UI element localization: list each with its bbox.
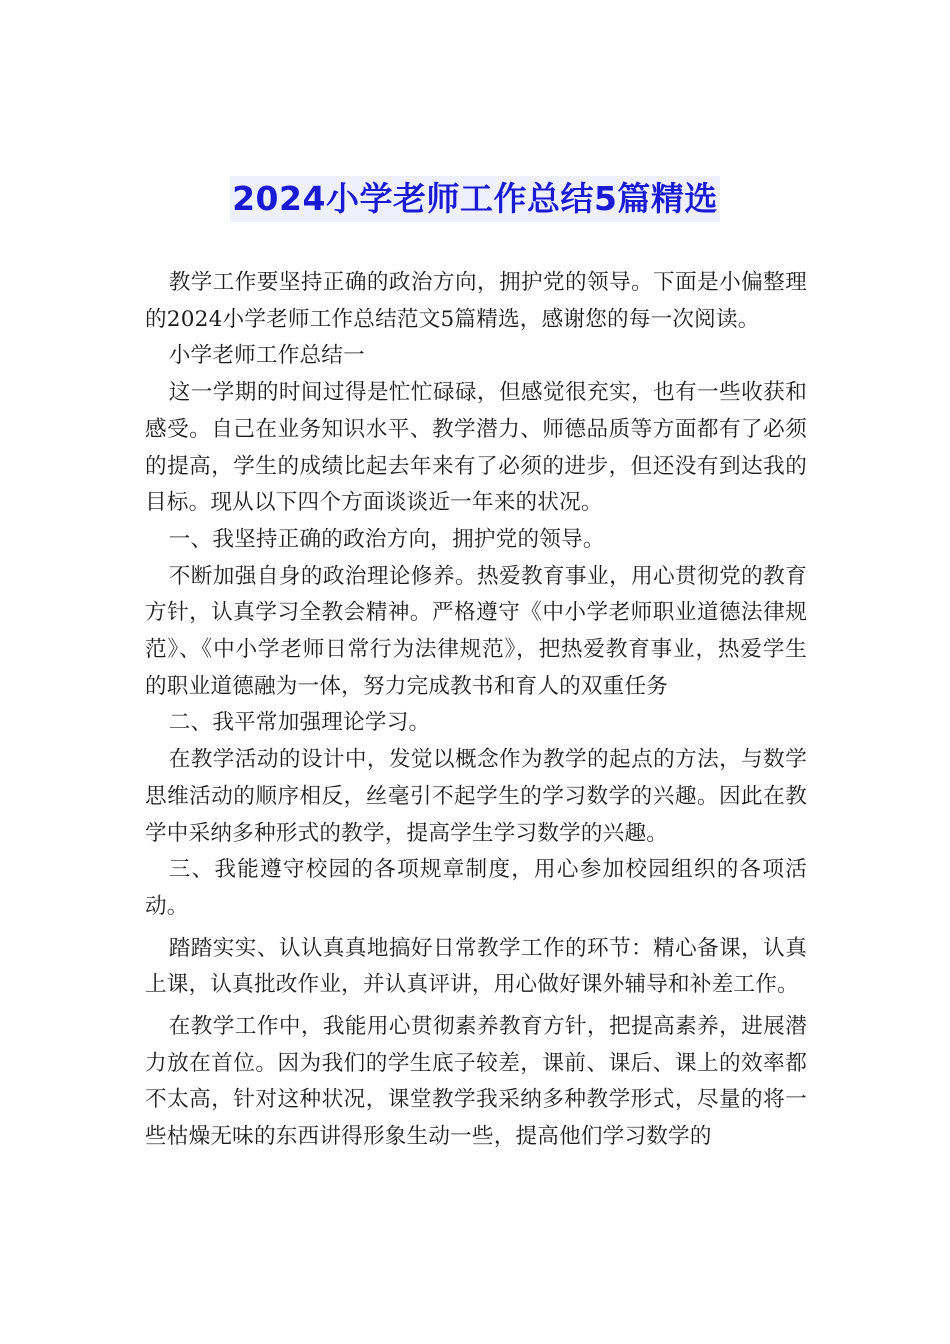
body-paragraph: 这一学期的时间过得是忙忙碌碌，但感觉很充实，也有一些收获和感受。自己在业务知识水平、教学潜力、师德品质等方面都有了必须的提高，学生的成绩比起去年来有了必须的进步，但还没有到达我的目标。现从以下四个方面谈谈近一年来的状况。 <box>145 380 807 516</box>
title-container <box>0 176 950 222</box>
document-title: 2024小学老师工作总结5篇精选 <box>230 176 720 222</box>
body-paragraph: 在教学活动的设计中，发觉以概念作为教学的起点的方法，与数学思维活动的顺序相反，丝毫引不起学生的学习数学的兴趣。因此在教学中采纳多种形式的教学，提高学生学习数学的兴趣。 <box>145 747 807 846</box>
section-heading: 小学老师工作总结一 <box>168 343 365 369</box>
body-paragraph: 踏踏实实、认认真真地搞好日常教学工作的环节：精心备课，认真上课，认真批改作业，并认真评讲，用心做好课外辅导和补差工作。 <box>145 935 807 998</box>
section-heading: 二、我平常加强理论学习。 <box>168 710 431 736</box>
body-paragraph: 在教学工作中，我能用心贯彻素养教育方针，把提高素养，进展潜力放在首位。因为我们的学生底子较差，课前、课后、课上的效率都不太高，针对这种状况，课堂教学我采纳多种教学形式，尽量的将一些枯燥无味的东西讲得形象生动一些，提高他们学习数学的 <box>145 1014 807 1150</box>
body-paragraph: 不断加强自身的政治理论修养。热爱教育事业，用心贯彻党的教育方针，认真学习全教会精神。严格遵守《中小学老师职业道德法律规范》、《中小学老师日常行为法律规范》，把热爱教育事业，热爱学生的职业道德融为一体，努力完成教书和育人的双重任务 <box>145 563 807 699</box>
section-heading: 一、我坚持正确的政治方向，拥护党的领导。 <box>168 526 605 552</box>
section-heading: 三、我能遵守校园的各项规章制度，用心参加校园组织的各项活动。 <box>145 857 807 919</box>
intro-paragraph: 教学工作要坚持正确的政治方向，拥护党的领导。下面是小偏整理的2024小学老师工作总结范文5篇精选，感谢您的每一次阅读。 <box>145 270 807 332</box>
document-body <box>145 265 807 1156</box>
